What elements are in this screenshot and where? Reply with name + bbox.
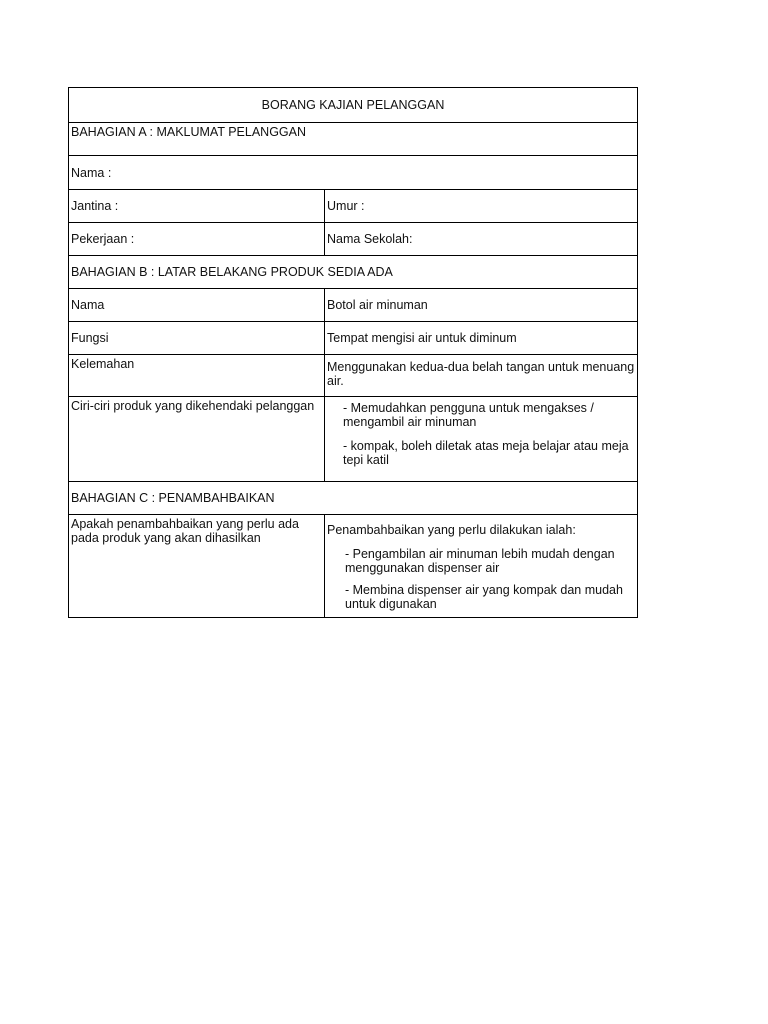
improvement-answer <box>325 515 638 618</box>
answer-item: - Pengambilan air minuman lebih mudah dengan menggunakan dispenser air <box>345 547 615 575</box>
customer-survey-form <box>68 87 638 618</box>
improvement-question: Apakah penambahbaikan yang perlu ada pada produk yang akan dihasilkan <box>69 515 325 618</box>
nama-field: Nama : <box>69 156 638 190</box>
form-title: BORANG KAJIAN PELANGGAN <box>69 88 638 123</box>
row-value: Botol air minuman <box>325 289 638 322</box>
feature-item: - Memudahkan pengguna untuk mengakses / mengambil air minuman <box>343 401 594 429</box>
answer-item: - Membina dispenser air yang kompak dan mudah untuk digunakan <box>345 583 623 611</box>
jantina-field: Jantina : <box>69 190 325 223</box>
section-c-heading: BAHAGIAN C : PENAMBAHBAIKAN <box>69 482 638 515</box>
section-a-heading: BAHAGIAN A : MAKLUMAT PELANGGAN <box>69 123 638 156</box>
features-list <box>325 397 638 482</box>
row-value: Menggunakan kedua-dua belah tangan untuk menuang air. <box>325 355 638 397</box>
row-value: Tempat mengisi air untuk diminum <box>325 322 638 355</box>
section-b-heading: BAHAGIAN B : LATAR BELAKANG PRODUK SEDIA ADA <box>69 256 638 289</box>
answer-lead: Penambahbaikan yang perlu dilakukan ialah: <box>327 523 576 537</box>
row-label: Kelemahan <box>69 355 325 397</box>
nama-sekolah-field: Nama Sekolah: <box>325 223 638 256</box>
umur-field: Umur : <box>325 190 638 223</box>
features-label: Ciri-ciri produk yang dikehendaki pelanggan <box>69 397 325 482</box>
pekerjaan-field: Pekerjaan : <box>69 223 325 256</box>
feature-item: - kompak, boleh diletak atas meja belajar atau meja tepi katil <box>343 439 629 467</box>
row-label: Nama <box>69 289 325 322</box>
row-label: Fungsi <box>69 322 325 355</box>
